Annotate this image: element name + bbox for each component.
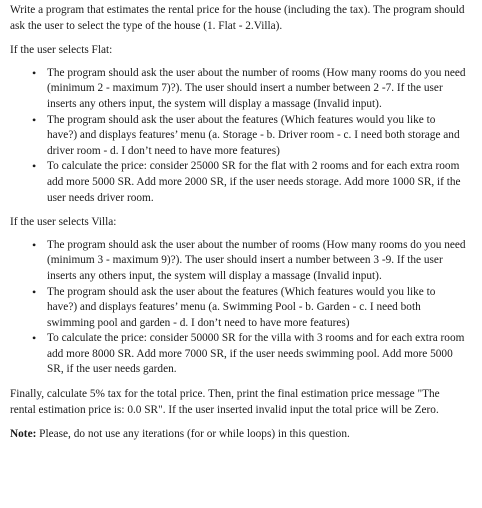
villa-bullet-rooms: • The program should ask the user about the number of rooms (How many rooms do you need (minimum 3 - maximum 9)?). The user should insert a number between 3 -9. If the user inserts any others input, the system will display a massage (Invalid input). (47, 238, 466, 285)
note-paragraph (10, 427, 466, 443)
flat-bullet-rooms: • The program should ask the user about the number of rooms (How many rooms do you need (minimum 2 - maximum 7)?). The user should insert a number between 2 -7. If the user inserts any others input, the system will display a massage (Invalid input). (47, 66, 466, 113)
flat-bullet-list (10, 66, 466, 206)
villa-bullet-list (10, 238, 466, 378)
note-text: Please, do not use any iterations (for or while loops) in this question. (36, 428, 350, 441)
flat-bullet-price: • To calculate the price: consider 25000 SR for the flat with 2 rooms and for each extra room add more 5000 SR. Add more 2000 SR, if the user needs storage. Add more 1000 SR, if the user needs driver room. (47, 159, 466, 206)
flat-bullet-features: • The program should ask the user about the features (Which features would you like to have?) and displays features’ menu (a. Storage - b. Driver room - c. I need both storage and driver room - d. I don’t need to have more features) (47, 113, 466, 160)
note-label: Note: (10, 428, 37, 441)
villa-heading: If the user selects Villa: (10, 216, 117, 229)
villa-bullet-features: • The program should ask the user about the features (Which features would you like to have?) and displays features’ menu (a. Swimming Pool - b. Garden - c. I need both swimming pool and garden - d. I don’t need to have more features) (47, 285, 466, 332)
final-paragraph: Finally, calculate 5% tax for the total price. Then, print the final estimation price message "The rental estimation price is: 0.0 SR". If the user inserted invalid input the total price will be Zero. (10, 388, 440, 416)
villa-bullet-price: • To calculate the price: consider 50000 SR for the villa with 3 rooms and for each extra room add more 8000 SR. Add more 7000 SR, if the user needs swimming pool. Add more 5000 SR, if the user needs garden. (47, 331, 466, 378)
intro-paragraph: Write a program that estimates the rental price for the house (including the tax). The program should ask the user to select the type of the house (1. Flat - 2.Villa). (10, 4, 465, 32)
flat-heading: If the user selects Flat: (10, 44, 113, 57)
